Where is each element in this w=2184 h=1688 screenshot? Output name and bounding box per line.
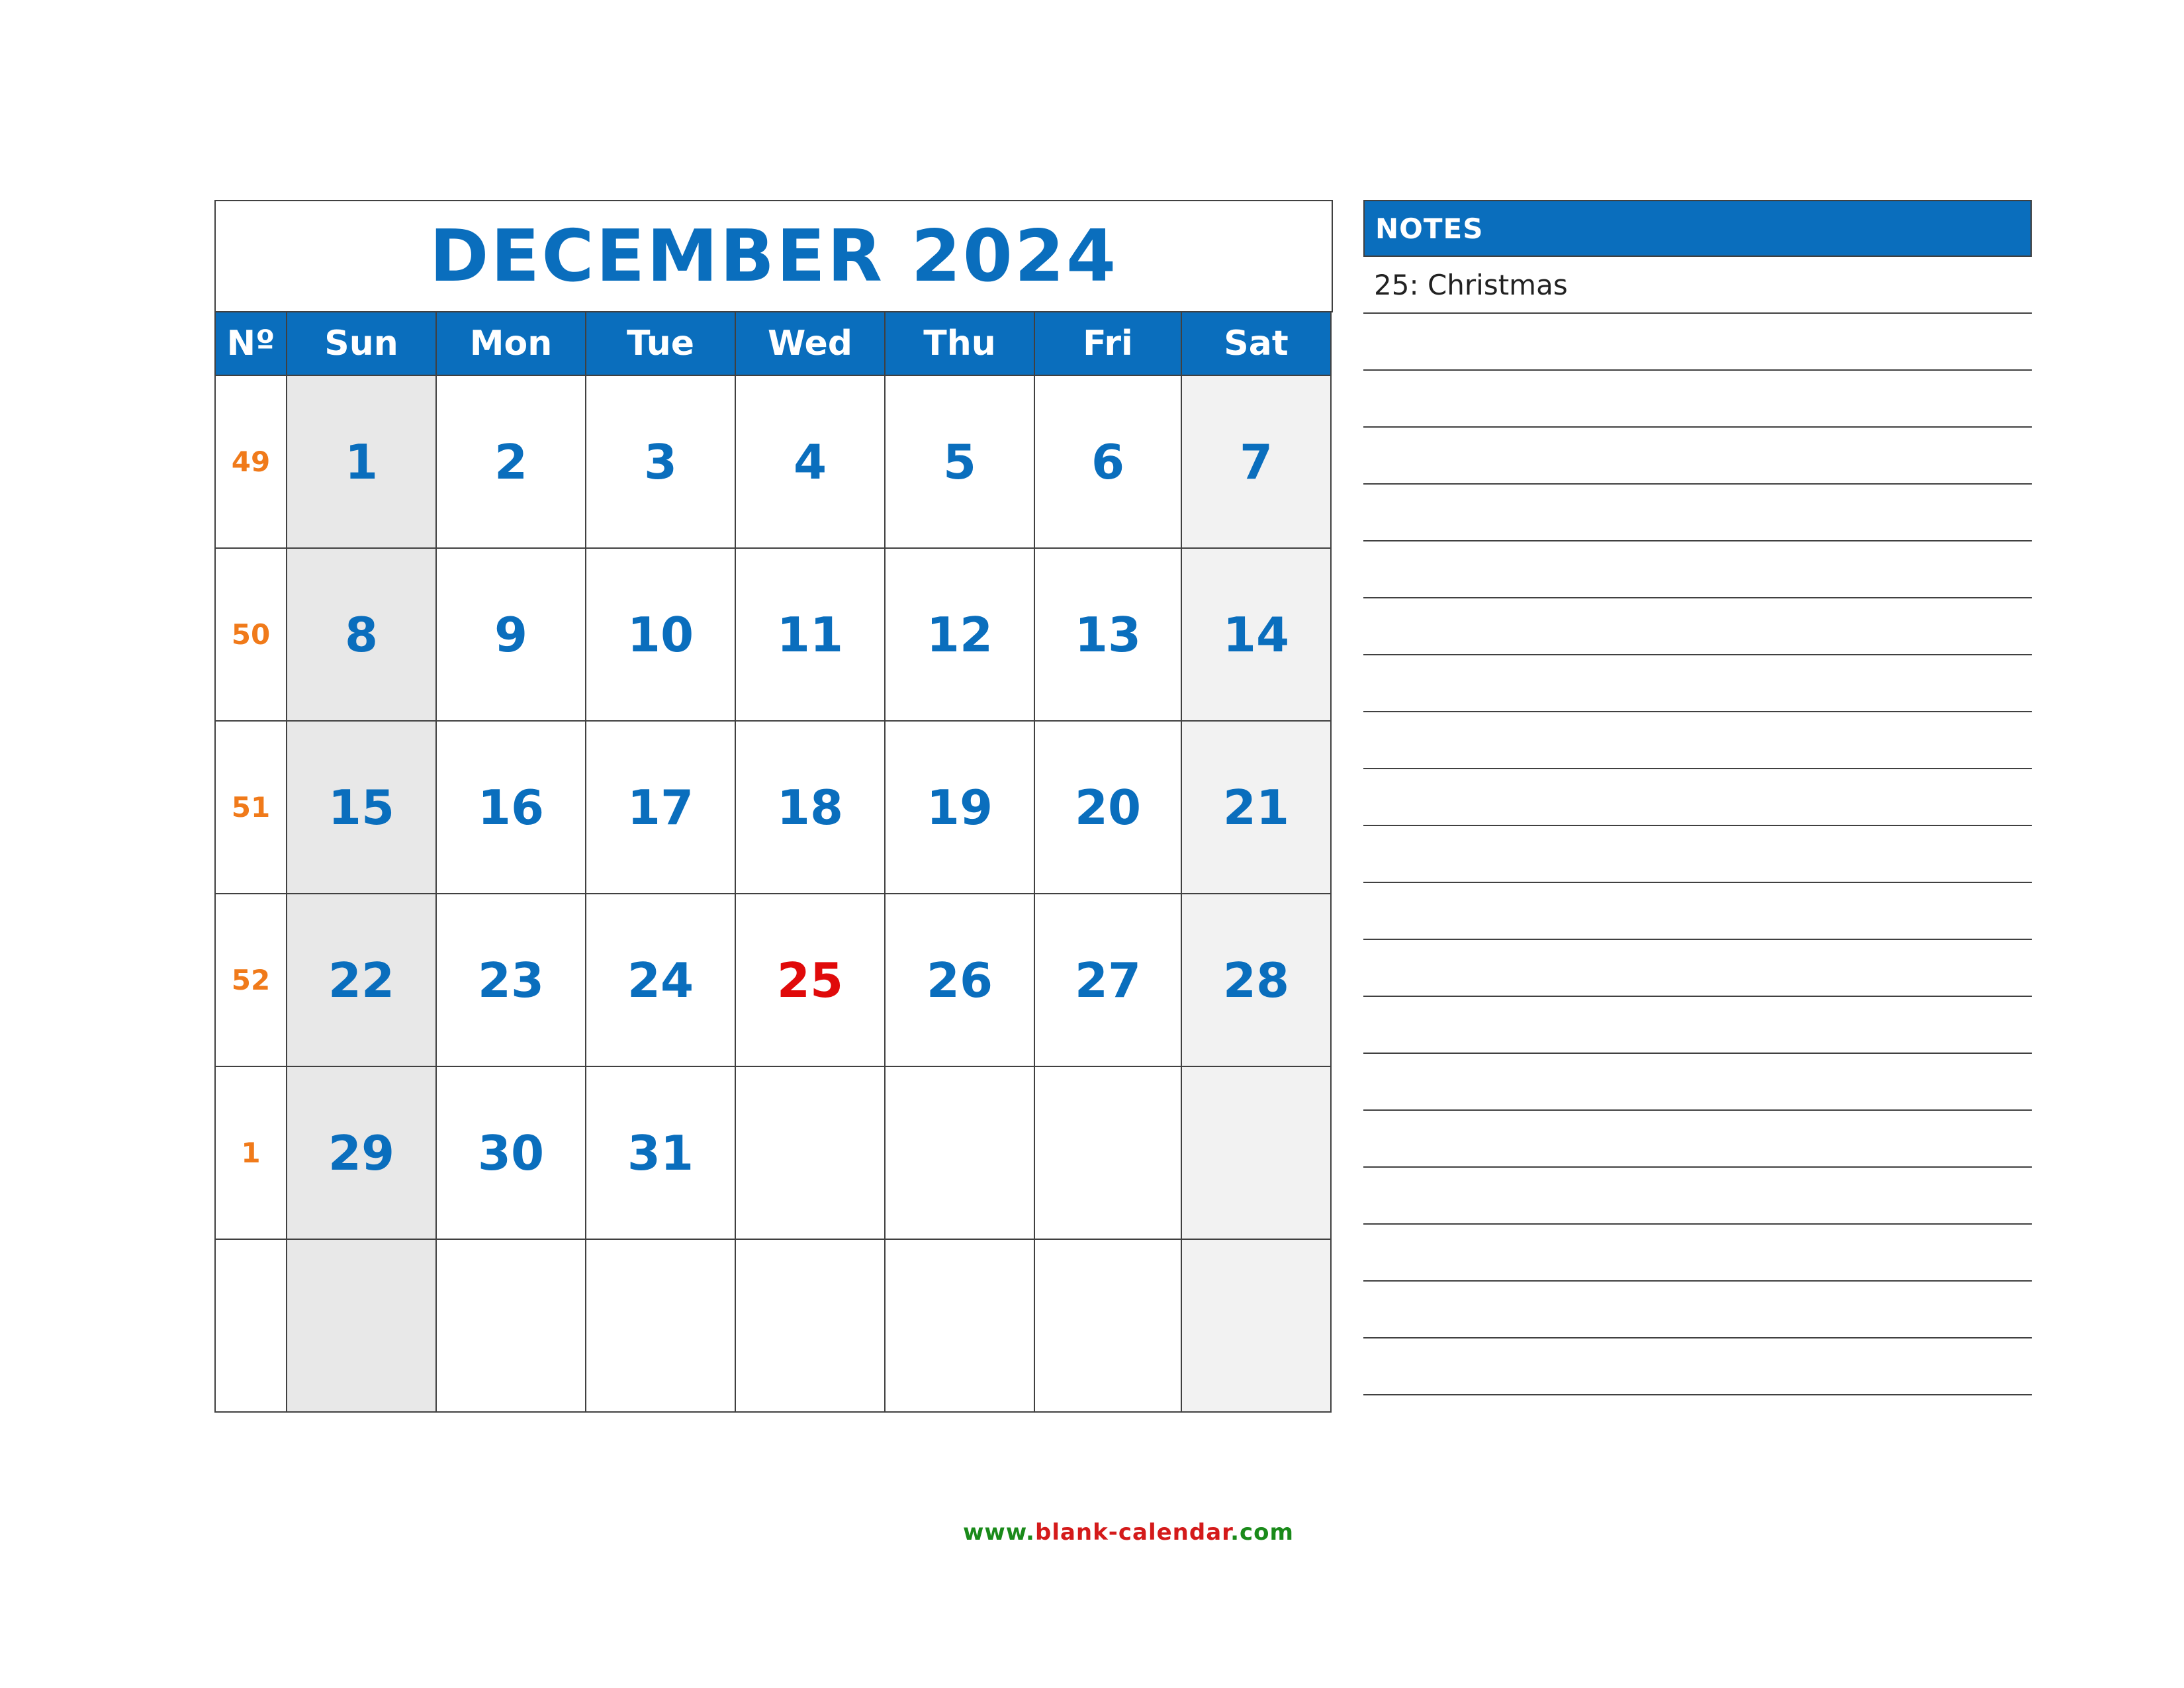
weekday-header-fri: Fri [1034, 312, 1181, 375]
weekday-header-sun: Sun [287, 312, 436, 375]
note-line[interactable] [1363, 1168, 2032, 1225]
note-line[interactable] [1363, 1054, 2032, 1111]
note-line[interactable] [1363, 1225, 2032, 1282]
note-line[interactable] [1363, 314, 2032, 371]
day-cell: 18 [735, 721, 885, 894]
empty-day-cell [287, 1239, 436, 1412]
week-number: 1 [215, 1066, 287, 1239]
week-row [215, 1066, 1331, 1239]
day-cell: 6 [1034, 375, 1181, 548]
day-cell: 28 [1181, 894, 1331, 1066]
day-cell: 1 [287, 375, 436, 548]
week-row [215, 548, 1331, 721]
weekday-header-mon: Mon [436, 312, 586, 375]
week-number: 49 [215, 375, 287, 548]
weekday-header-row [215, 312, 1331, 375]
footer-prefix: www. [963, 1519, 1035, 1546]
note-line[interactable] [1363, 997, 2032, 1054]
note-line[interactable] [1363, 541, 2032, 598]
week-row [215, 721, 1331, 894]
weekday-header-thu: Thu [885, 312, 1034, 375]
footer-site: blank-calendar [1034, 1519, 1231, 1546]
day-cell: 5 [885, 375, 1034, 548]
notes-title: NOTES [1363, 200, 2032, 257]
note-line[interactable] [1363, 428, 2032, 485]
day-cell: 13 [1034, 548, 1181, 721]
empty-day-cell [735, 1066, 885, 1239]
note-line[interactable] [1363, 655, 2032, 712]
day-cell: 24 [586, 894, 735, 1066]
day-cell: 20 [1034, 721, 1181, 894]
day-cell: 22 [287, 894, 436, 1066]
week-row [215, 375, 1331, 548]
day-cell: 14 [1181, 548, 1331, 721]
note-line[interactable] [1363, 1282, 2032, 1338]
day-cell: 7 [1181, 375, 1331, 548]
day-cell: 8 [287, 548, 436, 721]
day-cell: 19 [885, 721, 1034, 894]
empty-day-cell [735, 1239, 885, 1412]
day-cell: 16 [436, 721, 586, 894]
calendar-grid [214, 311, 1332, 1413]
day-cell: 4 [735, 375, 885, 548]
calendar [214, 200, 1333, 1415]
empty-day-cell [885, 1066, 1034, 1239]
day-cell: 29 [287, 1066, 436, 1239]
day-cell: 12 [885, 548, 1034, 721]
empty-day-cell [1034, 1239, 1181, 1412]
empty-day-cell [1181, 1066, 1331, 1239]
day-cell: 11 [735, 548, 885, 721]
week-number-header: Nº [215, 312, 287, 375]
note-line[interactable] [1363, 485, 2032, 541]
day-cell: 31 [586, 1066, 735, 1239]
day-cell: 30 [436, 1066, 586, 1239]
note-line[interactable] [1363, 940, 2032, 997]
empty-day-cell [1181, 1239, 1331, 1412]
day-cell: 15 [287, 721, 436, 894]
day-cell: 10 [586, 548, 735, 721]
day-cell: 17 [586, 721, 735, 894]
note-line[interactable]: 25: Christmas [1363, 257, 2032, 314]
note-line[interactable] [1363, 769, 2032, 826]
week-number: 52 [215, 894, 287, 1066]
day-cell: 25 [735, 894, 885, 1066]
day-cell: 9 [436, 548, 586, 721]
footer-suffix: .com [1230, 1519, 1294, 1546]
empty-day-cell [885, 1239, 1034, 1412]
day-cell: 27 [1034, 894, 1181, 1066]
notes-panel [1363, 200, 2032, 1395]
empty-day-cell [586, 1239, 735, 1412]
note-line[interactable] [1363, 1111, 2032, 1168]
week-number: 50 [215, 548, 287, 721]
note-line[interactable] [1363, 371, 2032, 428]
weekday-header-sat: Sat [1181, 312, 1331, 375]
notes-lines [1363, 257, 2032, 1395]
day-cell: 26 [885, 894, 1034, 1066]
empty-day-cell [436, 1239, 586, 1412]
note-line[interactable] [1363, 712, 2032, 769]
footer-website[interactable] [0, 1519, 2184, 1546]
day-cell: 23 [436, 894, 586, 1066]
week-row [215, 894, 1331, 1066]
empty-day-cell [1034, 1066, 1181, 1239]
week-row [215, 1239, 1331, 1412]
weekday-header-tue: Tue [586, 312, 735, 375]
week-number [215, 1239, 287, 1412]
day-cell: 2 [436, 375, 586, 548]
weekday-header-wed: Wed [735, 312, 885, 375]
day-cell: 3 [586, 375, 735, 548]
day-cell: 21 [1181, 721, 1331, 894]
note-line[interactable] [1363, 1338, 2032, 1395]
note-line[interactable] [1363, 883, 2032, 940]
calendar-title: DECEMBER 2024 [214, 200, 1333, 312]
week-number: 51 [215, 721, 287, 894]
note-line[interactable] [1363, 826, 2032, 883]
note-line[interactable] [1363, 598, 2032, 655]
